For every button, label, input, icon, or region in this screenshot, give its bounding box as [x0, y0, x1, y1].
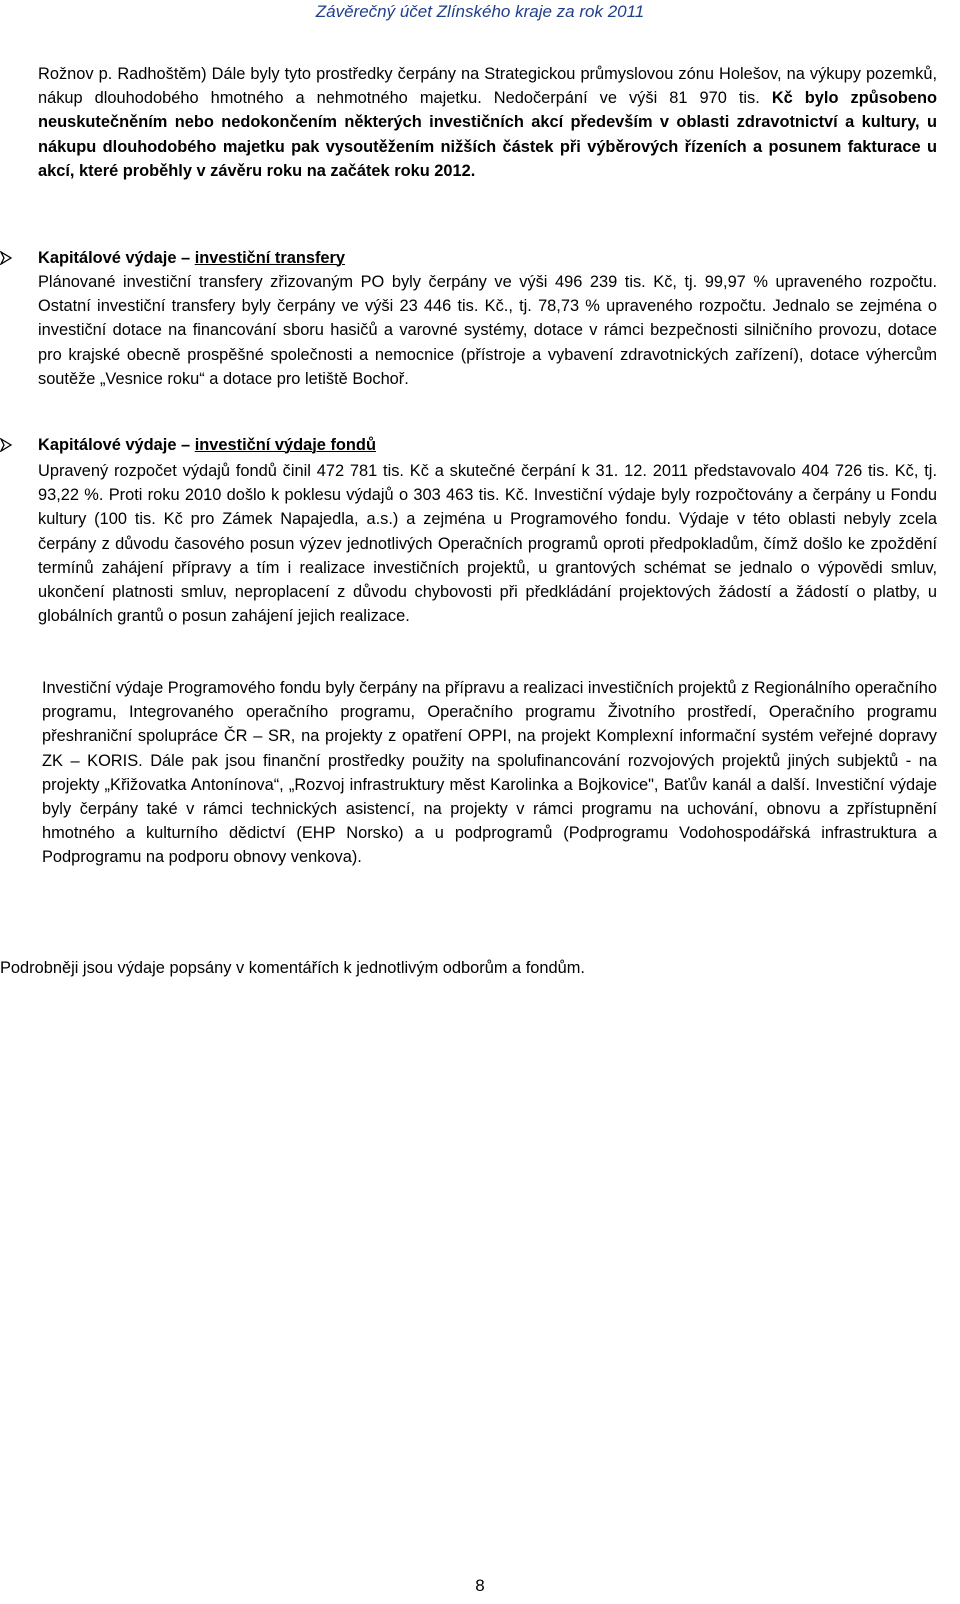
- section-transfers-text: Plánované investiční transfery zřizovaným PO byly čerpány ve výši 496 239 tis. Kč, tj. 99,97 % upraveného rozpočtu. Ostatní investiční transfery byly čerpány ve výši 23 446 tis. Kč., tj. 78,73 % upraveného rozpočtu. Jednalo se zejména o investiční dotace na financování sboru hasičů a varovné systémy, dotace v rámci bezpečnosti silničního provozu, dotace pro krajské obecně prospěšné společnosti a nemocnice (přístroje a vybavení zdravotnických zařízení), dotace výhercům soutěže „Vesnice roku“ a dotace pro letiště Bochoř.: [38, 273, 937, 388]
- intro-text-normal: Rožnov p. Radhoštěm) Dále byly tyto prostředky čerpány na Strategickou průmyslovou zónu Holešov, na výkupy pozemků, nákup dlouhodobého hmotného a nehmotného majetku. Nedočerpání ve výši 81 970 tis.: [38, 65, 937, 108]
- section-funds-text-1: Upravený rozpočet výdajů fondů činil 472 781 tis. Kč a skutečné čerpání k 31. 12. 2011 představovalo 404 726 tis. Kč, tj. 93,22 %. Proti roku 2010 došlo k poklesu výdajů o 303 463 tis. Kč. Investiční výdaje byly rozpočtovány a čerpány u Fondu kultury (100 tis. Kč pro Zámek Napajedla, a.s.) a zejména u Programového fondu. Výdaje v této oblasti nebyly zcela čerpány z důvodu časového posun výzev jednotlivých Operačních programů oproti předpokladům, čímž došlo ke zpoždění termínů zahájení přípravy a tím i realizace investičních projektů, u grantových schémat se jednalo o výpovědi smluv, ukončení platnosti smluv, neproplacení z důvodu chybovosti při předkládání projektových žádostí a žádostí o platby, u globálních grantů o posun zahájení jejich realizace.: [38, 462, 937, 626]
- document-header: Závěrečný účet Zlínského kraje za rok 2011: [315, 2, 645, 21]
- intro-paragraph: [38, 62, 937, 183]
- section-title-prefix: Kapitálové výdaje –: [38, 249, 195, 267]
- section-title-prefix: Kapitálové výdaje –: [38, 436, 195, 454]
- arrowhead-bullet-icon: [0, 438, 12, 452]
- section-title-underlined: investiční výdaje fondů: [194, 436, 376, 454]
- intro-text-bold: Kč bylo způsobeno neuskutečněním nebo nedokončením některých investičních akcí především v oblasti zdravotnictví a kultury, u nákupu dlouhodobého majetku pak vysoutěžením nižších částek při výběrových řízeních a posunem fakturace u akcí, které proběhly v závěru roku na začátek roku 2012.: [38, 89, 937, 180]
- page-number: 8: [475, 1576, 485, 1595]
- section-title-funds: [38, 433, 376, 457]
- section-funds-text-2: Investiční výdaje Programového fondu byly čerpány na přípravu a realizaci investičních projektů z Regionálního operačního programu, Integrovaného operačního programu, Operačního programu Životního prostředí, Operačního programu přeshraniční spolupráce ČR – SR, na projekty z opatření OPPI, na projekt Komplexní informační systém veřejné dopravy ZK – KORIS. Dále pak jsou finanční prostředky použity na spolufinancování rozvojových projektů jiných subjektů - na projekty „Křižovatka Antonínova“, „Rozvoj infrastruktury měst Karolinka a Bojkovice", Baťův kanál a další. Investiční výdaje byly čerpány také v rámci technických asistencí, na projekty v rámci programu na uchování, obnovu a zpřístupnění hmotného a kulturního dědictví (EHP Norsko) a u podprogramů (Podprogramu Vodohospodářská infrastruktura a Podprogramu na podporu obnovy venkova).: [42, 679, 937, 867]
- footer-note: Podrobněji jsou výdaje popsány v komentářích k jednotlivým odborům a fondům.: [0, 959, 585, 977]
- section-title-transfers: [38, 246, 345, 270]
- arrowhead-bullet-icon: [0, 251, 12, 265]
- section-title-underlined: investiční transfery: [194, 249, 346, 267]
